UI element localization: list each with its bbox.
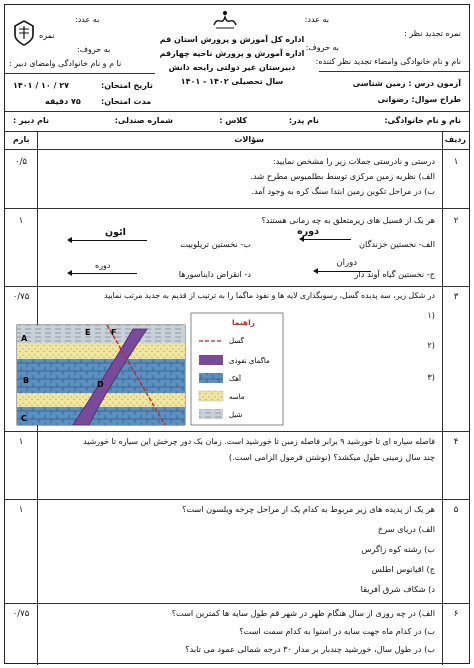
legend-magma-swatch xyxy=(199,355,223,365)
legend-fault-label: گسل xyxy=(229,337,244,345)
header-left-divider xyxy=(5,73,155,74)
question-6-item-b: ب) در کدام ماه جهت سایه در استوا به کدام سمت است؟ xyxy=(239,626,435,636)
answer-2a: دوره xyxy=(297,226,319,237)
question-4-text: فاصله سیاره ای تا خورشید ۹ برابر فاصله زمین تا خورشید است. زمان یک دور چرخش این سیاره تا خورشید xyxy=(83,437,435,446)
label-c: C xyxy=(21,414,27,423)
answer-2b: ائون xyxy=(105,227,126,238)
question-4-score: ۱ xyxy=(18,437,24,447)
question-2-item-a: الف- نخستین خزندگان xyxy=(358,239,435,249)
question-6-score: ۰/۷۵ xyxy=(12,609,30,619)
question-6-item-a: الف) در چه روزی از سال هنگام ظهر در شهر قم طول سایه ها کمترین است؟ xyxy=(171,608,435,618)
question-6-item-c: ب) در طول سال، خورشید چندبار بر مدار ۳۰ درجه شمالی عمود می تابد؟ xyxy=(185,644,435,654)
legend-sand-swatch xyxy=(199,391,223,401)
question-2-item-d: د- انقراض دایناسورها xyxy=(178,269,251,279)
answer-2c-arrow xyxy=(315,271,371,272)
question-2-item-c: ج- نخستین گیاه آوند دار xyxy=(354,269,435,279)
legend-box xyxy=(191,313,283,425)
question-3-blank-3: (۳ xyxy=(427,372,435,382)
right-grade-digits: به عدد: xyxy=(304,15,329,24)
col-header-questions: سؤالات xyxy=(234,135,264,144)
answer-2a-arrow xyxy=(301,239,351,240)
question-2-text: هر یک از فسیل های زیرمتعلق به چه زمانی هستند؟ xyxy=(261,215,435,225)
exam-date: ۲۷ / ۱۰ / ۱۴۰۱ xyxy=(13,81,70,90)
school-name: دبیرستان غیر دولتی رایحه دانش xyxy=(168,63,296,72)
teacher-sign-label: نا م و نام خانوادگی وامضای دبیر : xyxy=(9,59,122,68)
question-2-score: ۱ xyxy=(18,216,24,226)
col-header-row: ردیف xyxy=(444,135,466,144)
right-grade-label: نمره تجدید نظر : xyxy=(404,29,461,38)
legend-shale-label: شیل xyxy=(229,411,243,419)
rock-layers-diagram xyxy=(15,311,287,427)
label-d: D xyxy=(97,380,104,389)
question-4-text-2: چند سال زمینی طول میکشد؟ (نوشتن فرمول الزامی است.) xyxy=(228,452,435,462)
question-4-number: ۴ xyxy=(453,437,459,447)
question-5-text: هر یک از پدیده های زیر مربوط به کدام یک از مراحل چرخه ویلسون است؟ xyxy=(181,504,435,514)
reviewer-label: نام و نام خانوادگی وامضاء تجدید نظر کننده: xyxy=(315,57,461,66)
question-1-bottom xyxy=(5,208,469,209)
school-emblem-left xyxy=(11,19,37,47)
org-line-2: اداره آموزش و پرورش ناحیه چهارقم xyxy=(159,49,305,58)
header-right-divider xyxy=(319,71,469,72)
question-5-item-d: د) شکاف شرق آفریقا xyxy=(360,584,435,594)
question-3-text: در شکل زیر، سه پدیده گسل، رسوبگذاری لایه ها و نفوذ ماگما را به ترتیب از قدیم به جدید مرتب نمایید xyxy=(104,291,435,300)
sand-layer-top xyxy=(17,343,185,359)
seat-number-label: شماره صندلی: xyxy=(114,116,173,125)
question-5-score: ۱ xyxy=(18,505,24,515)
question-5-number: ۵ xyxy=(453,505,459,515)
answer-2c: دوران xyxy=(336,258,357,268)
course-label: آزمون درس : زمین شناسی xyxy=(352,79,461,88)
legend-limestone-swatch xyxy=(199,373,223,383)
question-2-number: ۲ xyxy=(453,216,459,226)
legend-sand-label: ماسه xyxy=(229,393,245,401)
label-b: B xyxy=(23,376,30,385)
legend-title: راهنما xyxy=(232,318,255,327)
question-1-score: ۰/۵ xyxy=(15,157,27,167)
teacher-name-label: نام دبیر : xyxy=(13,116,49,125)
question-1-item-b: ب) در مراحل تکوین زمین ابتدا سنگ کره به وجود آمد. xyxy=(251,186,435,196)
question-5-item-b: ب) رشته کوه زاگرس xyxy=(361,544,435,554)
answer-2d-arrow xyxy=(69,273,137,274)
question-5-item-c: ج) اقیانوس اطلس xyxy=(371,564,435,574)
left-grade-digits: به عدد: xyxy=(75,15,100,24)
duration-label: مدت امتحان: xyxy=(101,97,152,106)
legend-shale-swatch xyxy=(199,409,223,419)
question-1-number: ۱ xyxy=(453,157,459,167)
question-4-bottom xyxy=(5,499,469,500)
class-label: کلاس : xyxy=(219,116,247,125)
academic-year: سال تحصیلی ۱۴۰۲ - ۱۴۰۱ xyxy=(180,77,284,86)
table-header-bottom xyxy=(5,149,469,150)
question-1-text: درستی و نادرستی جملات زیر را مشخص نمایید: xyxy=(272,156,435,166)
question-2-bottom xyxy=(5,286,469,287)
question-5-item-a: الف) دریای سرخ xyxy=(377,524,435,534)
answer-2b-arrow xyxy=(69,240,147,241)
label-f: F xyxy=(111,328,117,337)
question-3-number: ۳ xyxy=(453,292,459,302)
legend-magma-label: ماگمای نفوذی xyxy=(229,357,270,365)
question-6-number: ۶ xyxy=(453,609,459,619)
header-bottom-line xyxy=(5,111,469,112)
question-3-score: ۰/۷۵ xyxy=(12,292,30,302)
legend-limestone-label: آهک xyxy=(229,375,241,383)
designer-label: طراح سوال: رضوانی xyxy=(377,95,461,104)
question-3-bottom xyxy=(5,431,469,432)
right-grade-words: به حروف: xyxy=(305,43,339,52)
col-header-score: بارم xyxy=(13,135,30,144)
question-1-item-a: الف) نظریه زمین مرکزی توسط بطلمیوس مطرح شد. xyxy=(250,171,435,181)
emblem-icon xyxy=(11,19,37,47)
exam-date-label: تاریخ امتحان: xyxy=(101,81,153,90)
row-col-divider xyxy=(442,131,443,665)
student-row-bottom xyxy=(5,131,469,132)
father-name-label: نام پدر: xyxy=(288,116,319,125)
question-3-blank-2: (۲ xyxy=(427,340,435,350)
left-grade-label: نمره xyxy=(39,31,55,40)
exam-page xyxy=(4,4,470,664)
geology-figure xyxy=(15,311,287,427)
label-e: E xyxy=(85,328,91,337)
org-line-1: اداره کل آموزش و پرورش استان قم xyxy=(159,35,305,44)
question-2-item-b: ب- نخستین تریلوبیت xyxy=(180,239,251,249)
calligraphy-emblem-icon xyxy=(210,9,240,31)
label-a: A xyxy=(21,334,28,343)
duration-value: ۷۵ دقیقه xyxy=(45,97,81,106)
student-name-label: نام و نام خانوادگی: xyxy=(384,116,461,125)
left-grade-words: به حروف: xyxy=(77,45,111,54)
question-5-bottom xyxy=(5,603,469,604)
question-3-blank-1: (۱ xyxy=(427,310,435,320)
center-emblem xyxy=(210,9,240,31)
answer-2d: دوره xyxy=(95,261,111,270)
shale-layer-top xyxy=(17,325,185,343)
